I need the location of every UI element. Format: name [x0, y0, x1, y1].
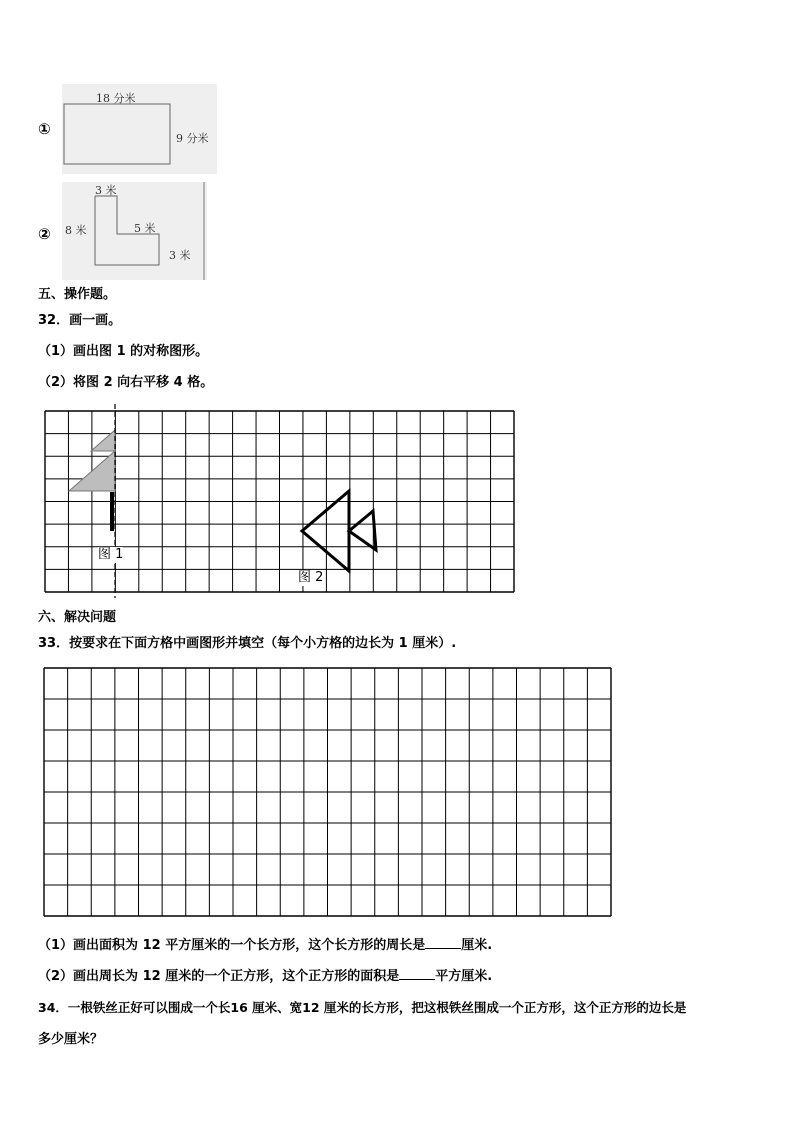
figure-1-marker: ①	[38, 120, 51, 138]
l-shape-left-label: 8 米	[65, 224, 87, 237]
drawing-grid-2	[43, 667, 612, 917]
question-33-item-1-text: （1）画出面积为 12 平方厘米的一个长方形，这个长方形的周长是	[38, 938, 426, 953]
question-33-title: 33．按要求在下面方格中画图形并填空（每个小方格的边长为 1 厘米）.	[38, 636, 457, 651]
grid-1-figures	[44, 410, 515, 593]
section-6-heading: 六、解决问题	[38, 610, 117, 625]
figure-2-marker: ②	[38, 225, 51, 243]
question-33-item-2	[38, 967, 492, 985]
l-shape-mid-label: 5 米	[134, 222, 156, 235]
question-32-item-2: （2）将图 2 向右平移 4 格。	[38, 375, 214, 390]
answer-blank-1[interactable]	[425, 936, 461, 949]
l-shape-top-label: 3 米	[95, 184, 117, 197]
figure-2-small-triangle	[349, 511, 376, 550]
section-5-heading: 五、操作题。	[38, 287, 117, 302]
question-32-title: 32．画一画。	[38, 313, 122, 328]
question-34-line-2: 多少厘米？	[38, 1032, 104, 1047]
question-33-item-2-unit: 平方厘米.	[435, 969, 493, 984]
figure-1-image	[62, 84, 217, 174]
rectangle-diagram	[62, 84, 217, 174]
rectangle-length-label: 18 分米	[96, 92, 136, 105]
figure-2-image	[62, 182, 207, 280]
question-33-item-1-unit: 厘米.	[461, 938, 493, 953]
answer-blank-2[interactable]	[399, 967, 435, 980]
figure-1-shaded-shape	[91, 430, 115, 451]
question-33-item-2-text: （2）画出周长为 12 厘米的一个正方形，这个正方形的面积是	[38, 969, 400, 984]
figure-2-large-triangle	[302, 491, 349, 571]
question-33-item-1	[38, 936, 492, 954]
question-32-item-1: （1）画出图 1 的对称图形。	[38, 344, 209, 359]
figure-1-shaded-shape-lower	[69, 451, 115, 491]
figure-2-label: 图 2	[298, 570, 324, 585]
rectangle-width-label: 9 分米	[176, 132, 209, 145]
l-shape-right-label: 3 米	[169, 249, 191, 262]
figure-1-label: 图 1	[98, 547, 124, 562]
question-34-line-1: 34．一根铁丝正好可以围成一个长16 厘米、宽12 厘米的长方形，把这根铁丝围成一个正方形，这个正方形的边长是	[38, 1000, 687, 1015]
